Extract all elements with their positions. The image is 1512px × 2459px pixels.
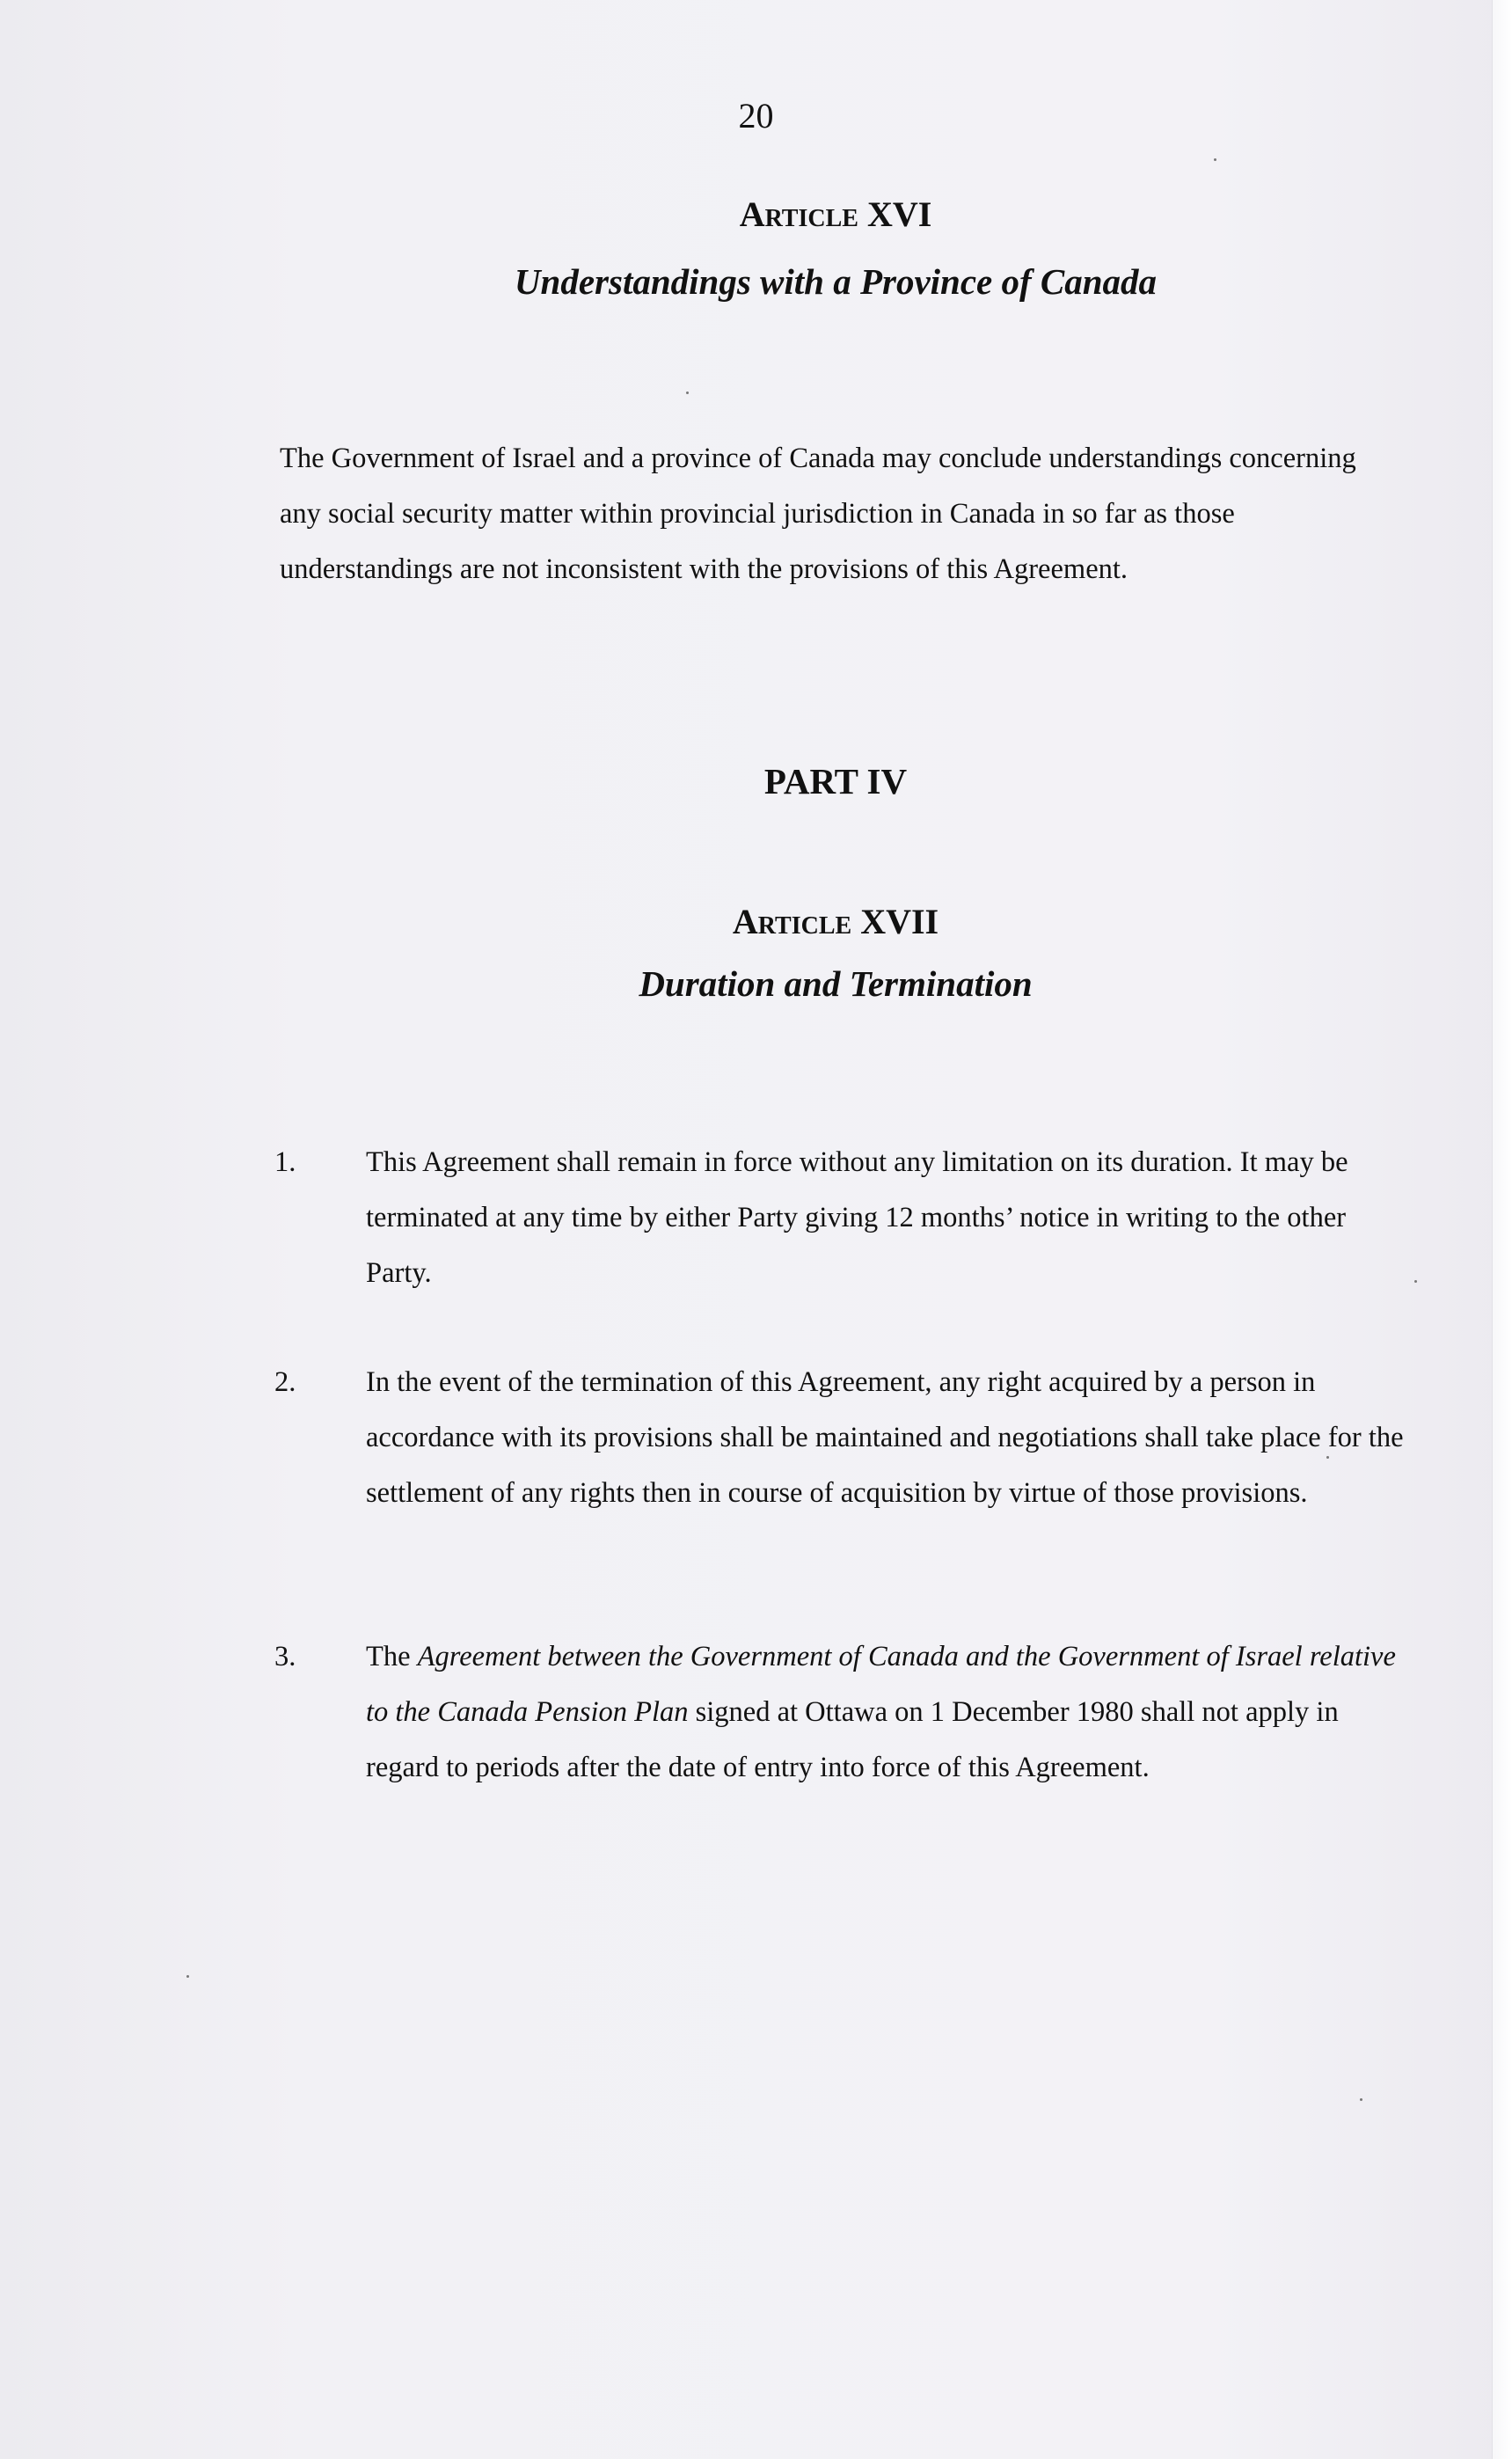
item-text-prefix: The	[366, 1641, 418, 1672]
agreement-title-italic: Agreement between the Government of Canada and the Government of Israel relative to the Canada Pension Plan	[366, 1641, 1396, 1728]
article-17-title: Duration and Termination	[639, 963, 1033, 1004]
scan-speck	[1326, 1456, 1329, 1459]
article-16-heading	[0, 194, 1512, 235]
scan-speck	[1360, 2098, 1362, 2101]
article-numeral: XVI	[866, 194, 932, 234]
article-16-title: Understandings with a Province of Canada	[514, 261, 1158, 302]
scan-speck	[686, 392, 689, 394]
item-text: In the event of the termination of this Agreement, any right acquired by a person in accordance with its provisions shall be maintained and negotiations shall take place for the settlement of any rights then in course of acquisition by virtue of those provisions.	[366, 1366, 1404, 1509]
page-number: 20	[738, 96, 774, 135]
item-text-suffix: signed at Ottawa on 1 December 1980 shall not apply in regard to periods after the date of entry into force of this Agreement.	[366, 1696, 1339, 1783]
item-text: This Agreement shall remain in force without any limitation on its duration. It may be terminated at any time by either Party giving 12 months’ notice in writing to the other Party.	[366, 1146, 1348, 1289]
part-heading: PART IV	[763, 761, 908, 801]
article-label: Article	[739, 194, 858, 234]
article-17-heading	[0, 901, 1512, 942]
article-numeral: XVII	[860, 902, 939, 941]
scan-speck	[1214, 158, 1216, 161]
scan-speck	[1414, 1280, 1417, 1283]
item-text	[366, 1629, 1413, 1796]
item-number: 2.	[274, 1366, 296, 1398]
item-number: 1.	[274, 1146, 296, 1178]
article-16-body: The Government of Israel and a province of Canada may conclude understandings concerning any social security matter within provincial jurisdiction in Canada in so far as those understandings are not inconsistent with the provisions of this Agreement.	[280, 443, 1356, 585]
page-edge	[1492, 0, 1512, 2459]
item-number: 3.	[274, 1641, 296, 1672]
scan-speck	[186, 1975, 189, 1978]
article-label: Article	[732, 902, 852, 941]
